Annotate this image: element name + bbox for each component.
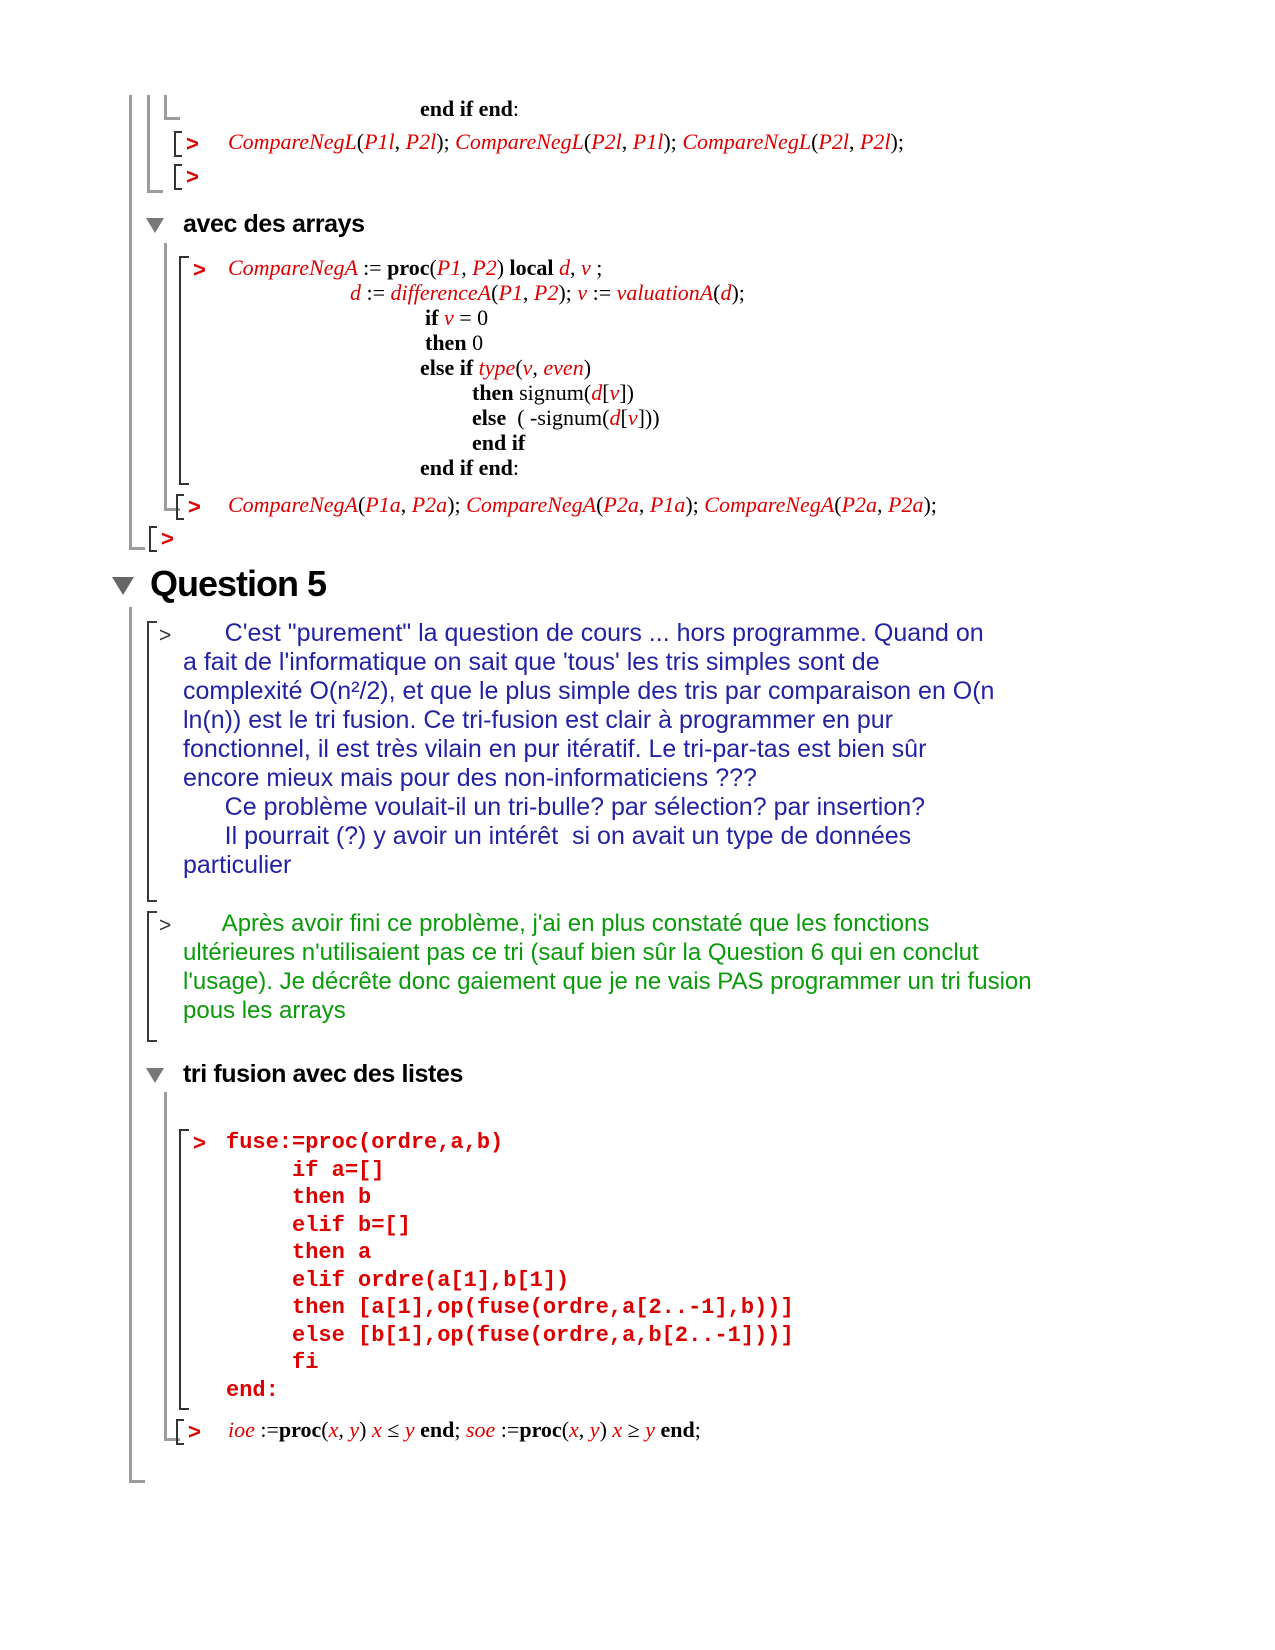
text-segment: v xyxy=(443,305,454,330)
text-segment: d xyxy=(559,255,571,280)
math-input-line[interactable] xyxy=(228,492,937,517)
execution-group-prompt[interactable] xyxy=(176,1419,201,1445)
code-line[interactable]: elif b=[] xyxy=(226,1212,411,1238)
text-segment: = 0 xyxy=(453,305,489,330)
text-segment: P1 xyxy=(436,255,462,280)
math-input-block[interactable] xyxy=(228,129,904,154)
code-line[interactable]: fuse:=proc(ordre,a,b) xyxy=(226,1130,504,1155)
text-segment: differenceA xyxy=(390,280,492,305)
section-collapse-icon[interactable] xyxy=(146,1068,164,1083)
prompt-gt-icon: > xyxy=(159,623,172,647)
text-segment: d xyxy=(591,380,603,405)
text-segment: ])) xyxy=(637,405,660,430)
text-segment: signum xyxy=(537,405,603,430)
text-segment: := xyxy=(587,280,617,305)
execution-group-prompt[interactable] xyxy=(174,164,199,190)
text-segment: P2a xyxy=(603,492,639,517)
text-segment: ≥ xyxy=(622,1417,646,1442)
prompt-gt-icon: > xyxy=(186,131,199,156)
group-bracket-icon xyxy=(149,526,157,552)
comment-paragraph[interactable] xyxy=(183,619,994,880)
text-segment: P2l xyxy=(859,129,891,154)
text-segment: P1l xyxy=(632,129,664,154)
text-segment: v xyxy=(581,255,591,280)
group-bracket[interactable] xyxy=(179,256,189,485)
group-bracket-icon xyxy=(176,1419,184,1445)
text-segment: ( - xyxy=(511,405,538,430)
text-segment: d xyxy=(609,405,621,430)
text-segment: P2l xyxy=(818,129,849,154)
text-segment: x xyxy=(612,1417,623,1442)
text-segment: ( xyxy=(357,492,366,517)
section-title[interactable]: tri fusion avec des listes xyxy=(183,1060,463,1088)
text-segment: v xyxy=(627,405,638,430)
text-segment: , xyxy=(522,280,534,305)
text-segment: else if xyxy=(420,355,479,380)
text-segment: : xyxy=(512,96,520,121)
code-line[interactable]: fi xyxy=(226,1350,319,1375)
comment-line[interactable]: fonctionnel, il est très vilain en pur itératif. Le tri-par-tas est bien sûr xyxy=(183,735,927,763)
prompt-gt-icon: > xyxy=(193,1130,206,1155)
comment-line[interactable]: C'est "purement" la question de cours ... hors programme. Quand on xyxy=(183,619,984,647)
code-input-block[interactable] xyxy=(226,1129,794,1404)
text-segment: CompareNegL xyxy=(682,129,812,154)
code-line[interactable]: then [a[1],op(fuse(ordre,a[2..-1],b))] xyxy=(226,1295,794,1320)
text-segment: P2a xyxy=(411,492,448,517)
text-segment: y xyxy=(404,1417,421,1442)
text-segment: end if end xyxy=(420,96,513,121)
text-segment: type xyxy=(478,355,516,380)
group-bracket[interactable] xyxy=(179,1129,189,1410)
text-segment: v xyxy=(609,380,620,405)
text-segment: ) xyxy=(599,1417,613,1442)
comment-paragraph[interactable] xyxy=(183,909,1032,1025)
prompt-gt-icon: > xyxy=(161,526,174,551)
text-segment: then xyxy=(472,380,520,405)
comment-line[interactable]: a fait de l'informatique on sait que 'tous' les tris simples sont de xyxy=(183,648,880,676)
text-segment: y xyxy=(349,1417,360,1442)
text-group-prompt[interactable] xyxy=(159,622,171,648)
text-segment: v xyxy=(522,355,533,380)
text-segment: ( xyxy=(491,280,499,305)
math-input-block[interactable] xyxy=(228,1417,701,1442)
comment-line[interactable]: Il pourrait (?) y avoir un intérêt si on avait un type de données xyxy=(183,822,912,850)
text-segment: valuationA xyxy=(616,280,714,305)
math-input-block[interactable] xyxy=(228,255,745,480)
text-segment: CompareNegA xyxy=(466,492,597,517)
group-bracket-icon xyxy=(176,494,184,520)
text-segment: even xyxy=(543,355,584,380)
text-segment: P1a xyxy=(365,492,401,517)
text-segment: , xyxy=(400,492,412,517)
text-segment: ; xyxy=(454,1417,466,1442)
text-group-prompt[interactable] xyxy=(159,912,171,938)
math-input-line[interactable] xyxy=(228,129,904,154)
section-title[interactable]: Question 5 xyxy=(150,563,327,604)
text-segment: ( xyxy=(356,129,365,154)
text-segment: ); xyxy=(890,129,904,154)
text-segment: y xyxy=(645,1417,661,1442)
text-segment: ( xyxy=(583,380,592,405)
prompt-gt-icon: > xyxy=(186,164,199,189)
text-segment: , xyxy=(570,255,582,280)
text-segment: ]) xyxy=(619,380,634,405)
text-segment: , xyxy=(638,492,650,517)
code-line[interactable]: end: xyxy=(226,1377,279,1403)
execution-group-prompt[interactable] xyxy=(174,131,199,157)
text-segment: P2 xyxy=(472,255,497,280)
text-segment: P1a xyxy=(649,492,686,517)
text-segment: P1l xyxy=(364,129,395,154)
text-segment: := xyxy=(260,1417,279,1442)
text-segment: ioe xyxy=(228,1417,261,1442)
text-segment: CompareNegL xyxy=(228,129,357,154)
comment-line[interactable]: complexité O(n²/2), et que le plus simple des tris par comparaison en O(n xyxy=(183,677,995,705)
text-segment: := xyxy=(363,255,388,280)
code-line[interactable]: elif ordre(a[1],b[1]) xyxy=(226,1267,570,1293)
prompt-gt-icon: > xyxy=(188,494,201,519)
code-line[interactable]: then b xyxy=(226,1185,372,1210)
math-input-line[interactable] xyxy=(228,1417,701,1442)
text-segment: soe xyxy=(465,1417,501,1442)
text-segment: [ xyxy=(602,380,610,405)
text-segment: P2l xyxy=(591,129,622,154)
text-segment: proc xyxy=(278,1417,322,1442)
section-range-bracket[interactable] xyxy=(129,607,145,1483)
execution-group-prompt[interactable] xyxy=(149,526,174,552)
text-segment: ( xyxy=(515,355,523,380)
math-input-line[interactable] xyxy=(228,305,745,330)
text-segment: d xyxy=(350,280,361,305)
text-segment: ( xyxy=(713,280,721,305)
text-segment: ( xyxy=(596,492,604,517)
text-segment: end xyxy=(420,1417,455,1442)
text-segment: proc xyxy=(387,255,430,280)
text-segment: ( xyxy=(834,492,842,517)
prompt-gt-icon: > xyxy=(188,1419,201,1444)
group-bracket[interactable] xyxy=(147,621,157,902)
text-segment: P2 xyxy=(533,280,559,305)
text-segment: ( xyxy=(602,405,610,430)
comment-line[interactable]: l'usage). Je décrête donc gaiement que je ne vais PAS programmer un tri fusion xyxy=(183,968,1032,995)
text-segment: , xyxy=(877,492,889,517)
text-segment: ( xyxy=(321,1417,329,1442)
group-bracket-icon xyxy=(174,131,182,157)
section-range-bracket[interactable] xyxy=(147,95,163,193)
comment-line[interactable]: encore mieux mais pour des non-informaticiens ??? xyxy=(183,764,757,792)
text-segment: P1 xyxy=(498,280,523,305)
text-segment: d xyxy=(720,280,732,305)
text-segment: if xyxy=(425,305,444,330)
code-line[interactable]: then a xyxy=(226,1240,372,1265)
section-title[interactable]: avec des arrays xyxy=(183,210,365,238)
text-segment: x xyxy=(328,1417,339,1442)
prompt-gt-icon: > xyxy=(159,913,172,937)
text-segment: 0 xyxy=(472,330,484,355)
text-segment: CompareNegA xyxy=(704,492,835,517)
text-segment: , xyxy=(578,1417,590,1442)
text-segment: ); xyxy=(685,492,705,517)
comment-line[interactable]: ln(n)) est le tri fusion. Ce tri-fusion est clair à programmer en pur xyxy=(183,706,893,734)
execution-group-prompt[interactable] xyxy=(176,494,201,520)
math-input-block[interactable] xyxy=(420,96,519,121)
text-segment: , xyxy=(461,255,473,280)
section-range-bracket[interactable] xyxy=(164,95,180,120)
text-segment: ( xyxy=(429,255,437,280)
text-segment: CompareNegA xyxy=(228,492,358,517)
math-input-line[interactable] xyxy=(228,405,745,430)
text-segment: ) xyxy=(496,255,510,280)
comment-line[interactable]: particulier xyxy=(183,851,292,879)
text-segment: , xyxy=(848,129,860,154)
text-segment: proc xyxy=(519,1417,562,1442)
text-segment: CompareNegA xyxy=(228,255,364,280)
text-segment: ); xyxy=(447,492,467,517)
text-segment: := xyxy=(500,1417,520,1442)
math-input-line[interactable] xyxy=(228,430,745,455)
text-segment: P2l xyxy=(405,129,437,154)
text-segment: ; xyxy=(590,255,603,280)
text-segment: ) xyxy=(583,355,592,380)
code-line[interactable]: if a=[] xyxy=(226,1157,385,1183)
text-segment: end if xyxy=(472,430,526,455)
text-segment: signum xyxy=(519,380,584,405)
text-segment: P2a xyxy=(841,492,878,517)
section-range-bracket[interactable] xyxy=(164,1092,180,1441)
code-line[interactable]: else [b[1],op(fuse(ordre,a,b[2..-1]))] xyxy=(226,1322,794,1348)
math-input-line[interactable] xyxy=(228,455,745,480)
text-segment: ); xyxy=(731,280,745,305)
comment-line[interactable]: Ce problème voulait-il un tri-bulle? par sélection? par insertion? xyxy=(183,793,926,821)
section-collapse-icon[interactable] xyxy=(112,577,134,595)
text-segment: ≤ xyxy=(381,1417,405,1442)
execution-group-prompt[interactable] xyxy=(193,1130,206,1156)
text-segment: local xyxy=(509,255,560,280)
text-segment: ); xyxy=(436,129,456,154)
math-input-line[interactable] xyxy=(228,355,745,380)
text-segment: x xyxy=(371,1417,382,1442)
text-segment: ) xyxy=(359,1417,372,1442)
text-segment: v xyxy=(577,280,588,305)
text-segment: end xyxy=(660,1417,695,1442)
comment-line[interactable]: Après avoir fini ce problème, j'ai en plus constaté que les fonctions xyxy=(183,910,930,937)
math-input-line[interactable] xyxy=(228,380,745,405)
prompt-gt-icon: > xyxy=(193,257,206,282)
text-segment: := xyxy=(361,280,391,305)
text-segment: ( xyxy=(561,1417,570,1442)
text-segment: ; xyxy=(694,1417,701,1442)
text-segment: ); xyxy=(663,129,683,154)
text-segment: CompareNegL xyxy=(455,129,584,154)
text-segment: , xyxy=(621,129,633,154)
group-bracket[interactable] xyxy=(147,911,157,1042)
math-input-line[interactable] xyxy=(420,96,519,121)
math-input-block[interactable] xyxy=(228,492,937,517)
text-segment: then xyxy=(425,330,473,355)
text-segment: , xyxy=(532,355,544,380)
section-collapse-icon[interactable] xyxy=(146,218,164,233)
text-segment: [ xyxy=(620,405,628,430)
text-segment: y xyxy=(589,1417,600,1442)
text-segment: : xyxy=(512,455,520,480)
text-segment: P2a xyxy=(888,492,924,517)
text-segment: ( xyxy=(811,129,819,154)
comment-line[interactable]: ultérieures n'utilisaient pas ce tri (sauf bien sûr la Question 6 qui en conclut xyxy=(183,939,979,966)
math-input-line[interactable] xyxy=(228,255,745,280)
comment-line[interactable]: pous les arrays xyxy=(183,997,346,1024)
text-segment: x xyxy=(569,1417,579,1442)
math-input-line[interactable] xyxy=(228,330,745,355)
text-segment: , xyxy=(394,129,406,154)
text-segment: end if end xyxy=(420,455,513,480)
text-segment: , xyxy=(338,1417,350,1442)
text-segment: ); xyxy=(558,280,578,305)
execution-group-prompt[interactable] xyxy=(193,257,206,283)
text-segment: ( xyxy=(583,129,592,154)
group-bracket-icon xyxy=(174,164,182,190)
text-segment: else xyxy=(472,405,512,430)
section-range-bracket[interactable] xyxy=(129,95,145,550)
section-range-bracket[interactable] xyxy=(164,243,180,511)
text-segment: ); xyxy=(923,492,937,517)
math-input-line[interactable] xyxy=(228,280,745,305)
